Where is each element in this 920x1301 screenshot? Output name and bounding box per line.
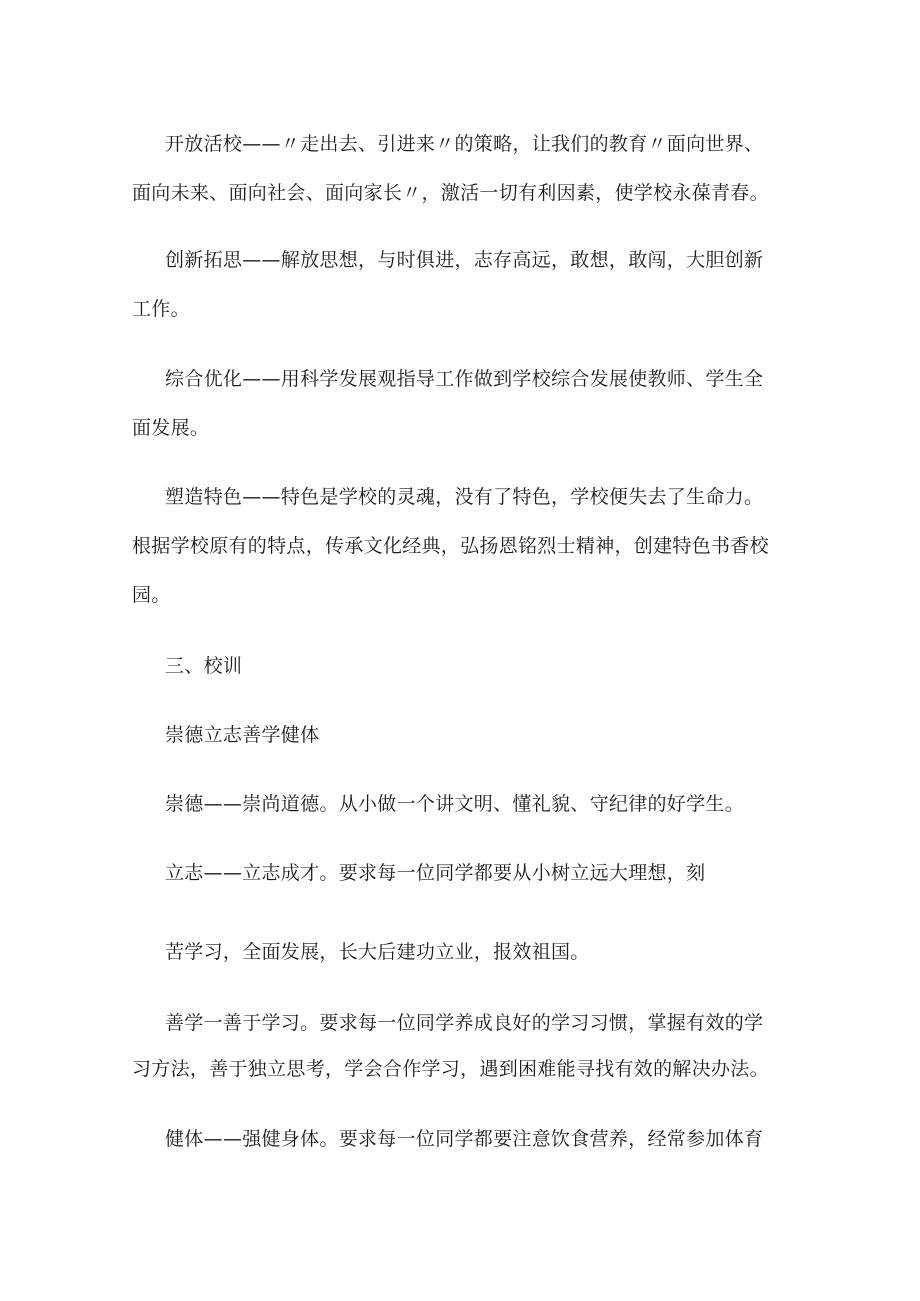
paragraph-line: 创新拓思——解放思想，与时俱进，志存高远，敢想，敢闯，大胆创新 — [165, 249, 764, 271]
paragraph-line: 工作。 — [132, 298, 190, 320]
paragraph-line: 开放活校——〃走出去、引进来〃的策略，让我们的教育〃面向世界、 — [165, 133, 764, 155]
paragraph-line: 立志——立志成才。要求每一位同学都要从小树立远大理想，刻 — [165, 862, 706, 884]
paragraph-line: 综合优化——用科学发展观指导工作做到学校综合发展使教师、学生全 — [165, 368, 764, 390]
paragraph-line: 习方法，善于独立思考，学会合作学习，遇到困难能寻找有效的解决办法。 — [132, 1058, 769, 1080]
section-heading: 三、校训 — [165, 655, 243, 677]
paragraph-line: 面发展。 — [132, 417, 210, 439]
paragraph-line: 园。 — [132, 584, 171, 606]
paragraph-line: 健体——强健身体。要求每一位同学都要注意饮食营养，经常参加体育 — [165, 1128, 764, 1150]
paragraph-line: 善学一善于学习。要求每一位同学养成良好的学习习惯，掌握有效的学 — [165, 1012, 764, 1034]
school-motto: 崇德立志善学健体 — [165, 724, 320, 746]
paragraph-line: 苦学习，全面发展，长大后建功立业，报效祖国。 — [165, 941, 590, 963]
paragraph-line: 崇德——崇尚道德。从小做一个讲文明、懂礼貌、守纪律的好学生。 — [165, 793, 745, 815]
paragraph-line: 面向未来、面向社会、面向家长〃，激活一切有利因素，使学校永葆青春。 — [132, 182, 769, 204]
paragraph-line: 塑造特色——特色是学校的灵魂，没有了特色，学校便失去了生命力。 — [165, 486, 764, 508]
paragraph-line: 根据学校原有的特点，传承文化经典，弘扬恩铭烈士精神，创建特色书香校 — [132, 535, 769, 557]
